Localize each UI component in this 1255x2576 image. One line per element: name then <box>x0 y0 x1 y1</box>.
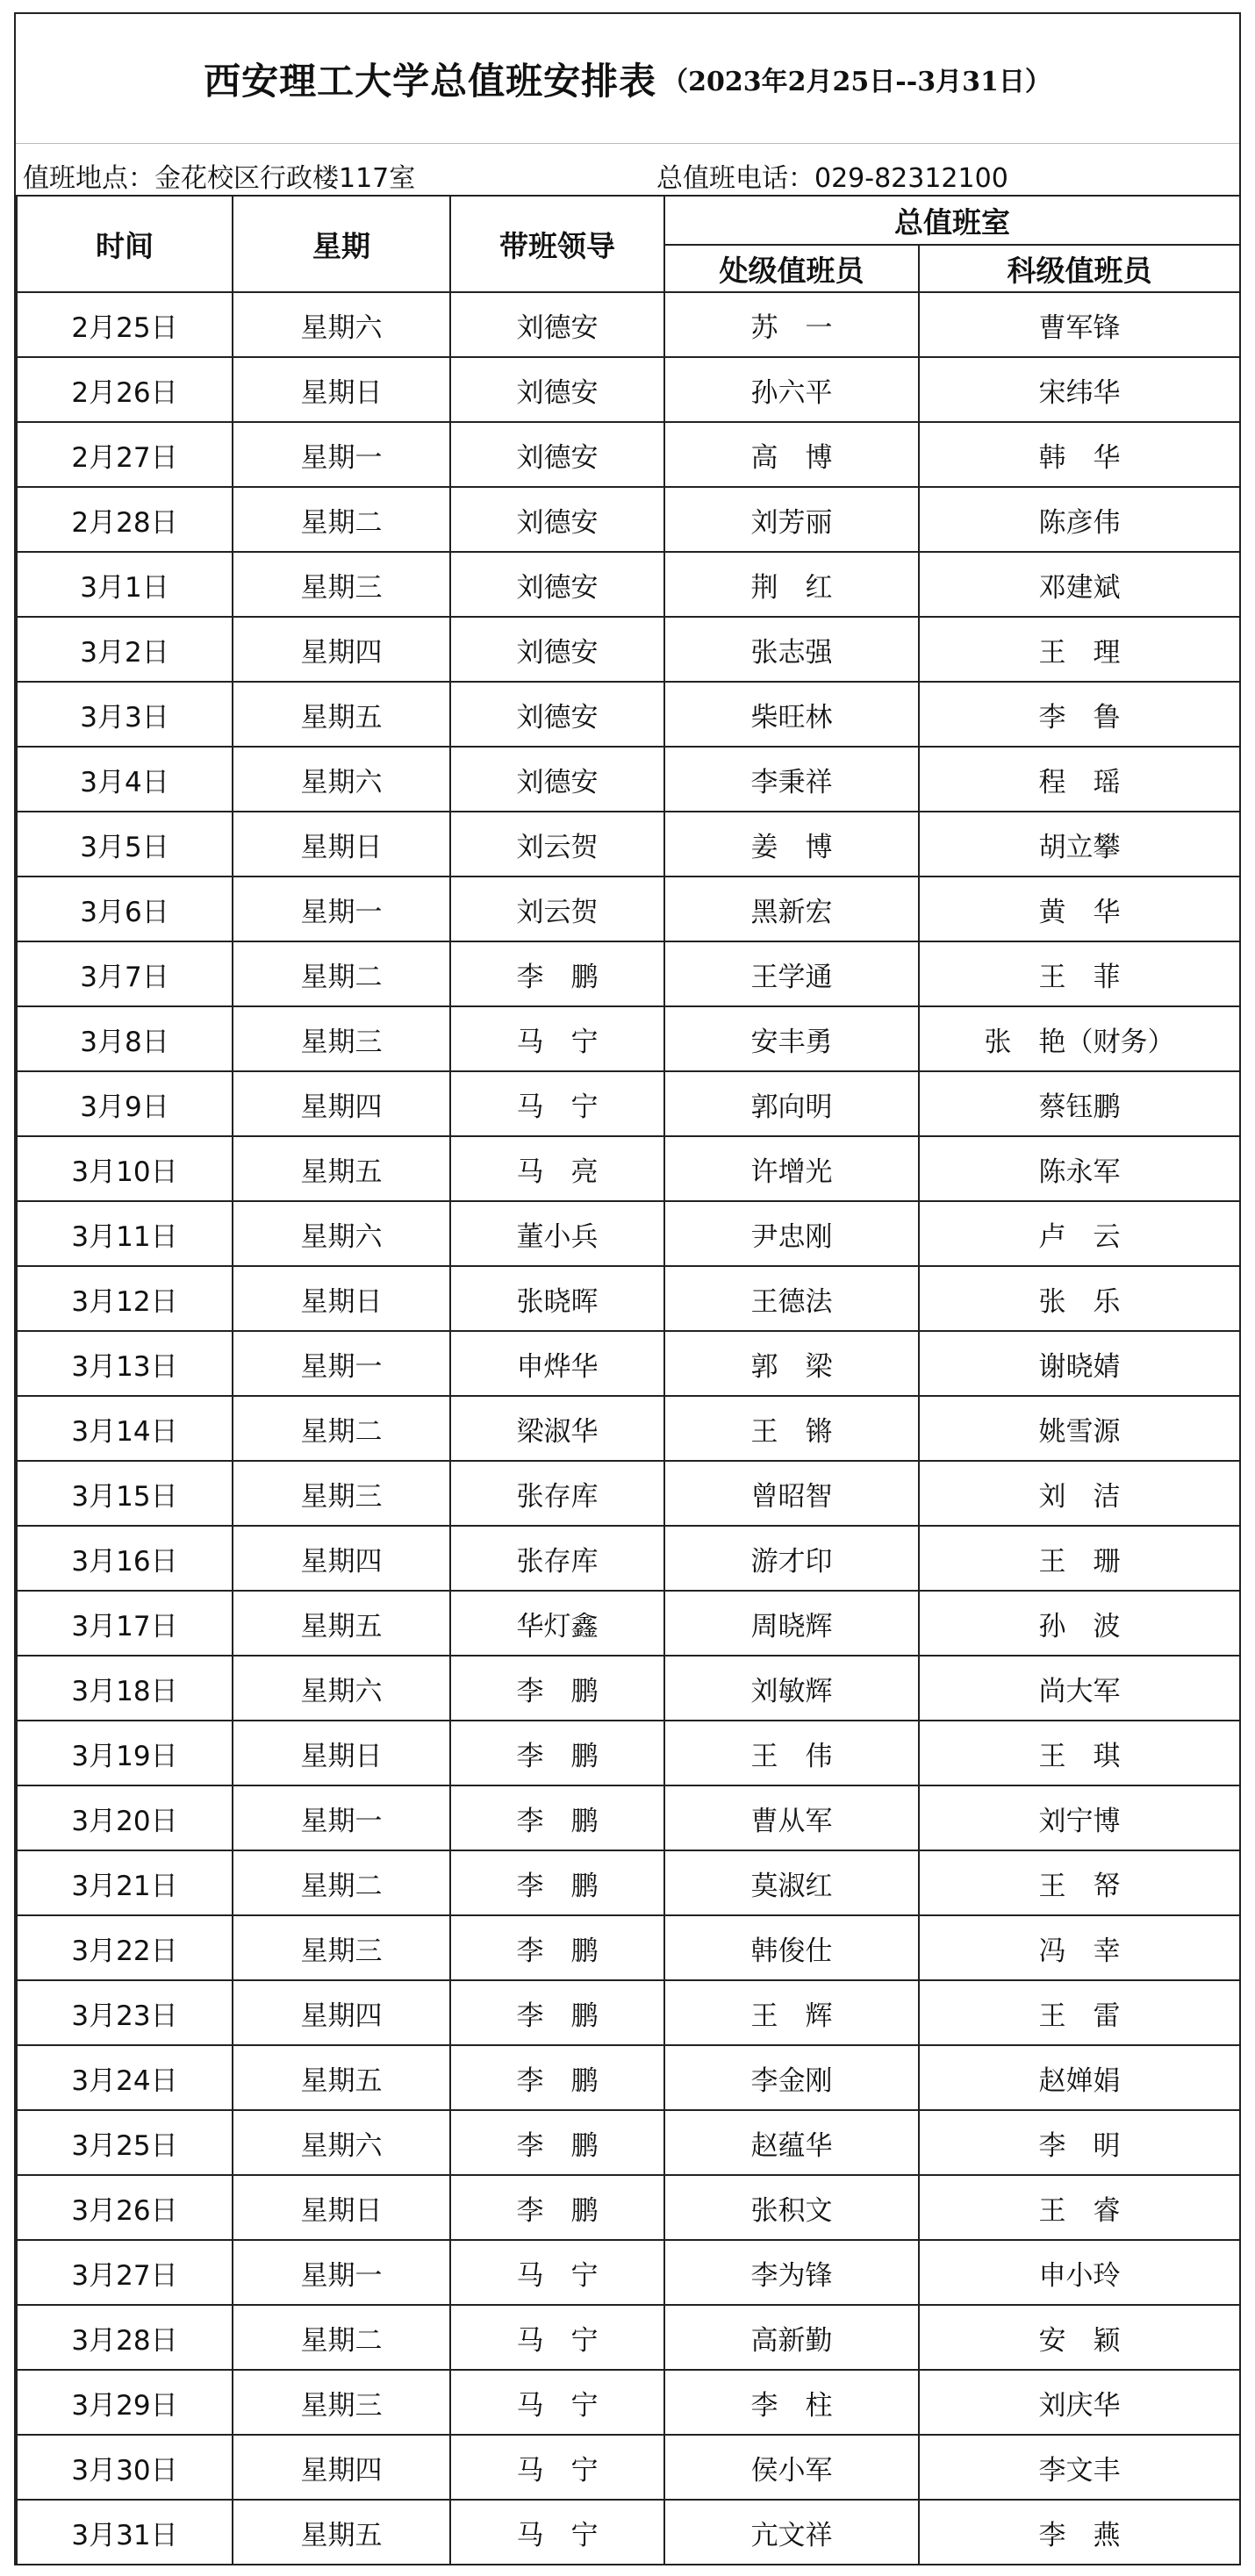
cell-date: 3月18日 <box>17 1656 233 1721</box>
cell-date: 3月20日 <box>17 1785 233 1850</box>
cell-section-staff: 冯 幸 <box>919 1915 1240 1980</box>
cell-section-staff: 安 颖 <box>919 2305 1240 2370</box>
cell-leader: 刘德安 <box>450 682 664 747</box>
header-duty-office: 总值班室 <box>664 196 1240 245</box>
cell-weekday: 星期五 <box>233 1136 450 1201</box>
table-row <box>17 2175 1240 2240</box>
cell-date: 3月11日 <box>17 1201 233 1266</box>
cell-section-staff: 卢 云 <box>919 1201 1240 1266</box>
cell-division-staff: 莫淑红 <box>664 1850 919 1915</box>
cell-section-staff: 尚大军 <box>919 1656 1240 1721</box>
cell-division-staff: 李为锋 <box>664 2240 919 2305</box>
table-body <box>17 292 1240 2565</box>
cell-division-staff: 赵蕴华 <box>664 2110 919 2175</box>
cell-division-staff: 柴旺林 <box>664 682 919 747</box>
cell-division-staff: 周晓辉 <box>664 1591 919 1656</box>
cell-leader: 刘云贺 <box>450 877 664 941</box>
cell-leader: 董小兵 <box>450 1201 664 1266</box>
duty-table <box>16 195 1241 2565</box>
cell-date: 3月31日 <box>17 2500 233 2565</box>
cell-division-staff: 亢文祥 <box>664 2500 919 2565</box>
cell-division-staff: 黑新宏 <box>664 877 919 941</box>
cell-leader: 马 宁 <box>450 1071 664 1136</box>
cell-division-staff: 曾昭智 <box>664 1461 919 1526</box>
table-row <box>17 617 1240 682</box>
cell-division-staff: 苏 一 <box>664 292 919 357</box>
table-row <box>17 1591 1240 1656</box>
cell-leader: 刘德安 <box>450 552 664 617</box>
cell-date: 3月16日 <box>17 1526 233 1591</box>
cell-date: 3月30日 <box>17 2435 233 2500</box>
cell-weekday: 星期二 <box>233 1850 450 1915</box>
cell-weekday: 星期二 <box>233 941 450 1006</box>
cell-leader: 刘德安 <box>450 747 664 812</box>
cell-weekday: 星期日 <box>233 812 450 877</box>
cell-leader: 李 鹏 <box>450 1656 664 1721</box>
cell-section-staff: 王 珊 <box>919 1526 1240 1591</box>
cell-date: 3月29日 <box>17 2370 233 2435</box>
cell-date: 3月15日 <box>17 1461 233 1526</box>
cell-leader: 马 亮 <box>450 1136 664 1201</box>
table-row <box>17 2045 1240 2110</box>
cell-weekday: 星期五 <box>233 682 450 747</box>
cell-section-staff: 李 明 <box>919 2110 1240 2175</box>
cell-weekday: 星期三 <box>233 552 450 617</box>
header-date: 时间 <box>17 196 233 292</box>
cell-leader: 刘德安 <box>450 487 664 552</box>
table-row <box>17 487 1240 552</box>
table-row <box>17 1071 1240 1136</box>
cell-date: 3月10日 <box>17 1136 233 1201</box>
table-row <box>17 682 1240 747</box>
table-row <box>17 357 1240 422</box>
cell-section-staff: 张 乐 <box>919 1266 1240 1331</box>
cell-date: 3月23日 <box>17 1980 233 2045</box>
cell-leader: 李 鹏 <box>450 2175 664 2240</box>
cell-date: 3月2日 <box>17 617 233 682</box>
cell-weekday: 星期四 <box>233 1526 450 1591</box>
table-row <box>17 2435 1240 2500</box>
cell-section-staff: 曹军锋 <box>919 292 1240 357</box>
cell-section-staff: 李文丰 <box>919 2435 1240 2500</box>
table-row <box>17 1331 1240 1396</box>
cell-date: 3月5日 <box>17 812 233 877</box>
cell-division-staff: 刘敏辉 <box>664 1656 919 1721</box>
cell-division-staff: 韩俊仕 <box>664 1915 919 1980</box>
cell-division-staff: 王学通 <box>664 941 919 1006</box>
duty-schedule-sheet <box>14 12 1241 2565</box>
cell-section-staff: 赵婵娟 <box>919 2045 1240 2110</box>
table-row <box>17 2110 1240 2175</box>
cell-leader: 华灯鑫 <box>450 1591 664 1656</box>
header-division-staff: 处级值班员 <box>664 245 919 292</box>
cell-section-staff: 申小玲 <box>919 2240 1240 2305</box>
cell-weekday: 星期三 <box>233 1461 450 1526</box>
cell-section-staff: 张 艳（财务） <box>919 1006 1240 1071</box>
cell-section-staff: 李 鲁 <box>919 682 1240 747</box>
cell-date: 3月27日 <box>17 2240 233 2305</box>
cell-weekday: 星期日 <box>233 1721 450 1785</box>
cell-leader: 马 宁 <box>450 1006 664 1071</box>
table-row <box>17 2305 1240 2370</box>
cell-division-staff: 高新勤 <box>664 2305 919 2370</box>
cell-date: 3月17日 <box>17 1591 233 1656</box>
cell-section-staff: 韩 华 <box>919 422 1240 487</box>
table-row <box>17 877 1240 941</box>
cell-division-staff: 李金刚 <box>664 2045 919 2110</box>
table-row <box>17 941 1240 1006</box>
cell-division-staff: 安丰勇 <box>664 1006 919 1071</box>
cell-date: 3月19日 <box>17 1721 233 1785</box>
cell-weekday: 星期四 <box>233 2435 450 2500</box>
cell-weekday: 星期一 <box>233 1785 450 1850</box>
cell-section-staff: 陈永军 <box>919 1136 1240 1201</box>
cell-leader: 李 鹏 <box>450 1915 664 1980</box>
cell-date: 3月28日 <box>17 2305 233 2370</box>
cell-division-staff: 张积文 <box>664 2175 919 2240</box>
cell-section-staff: 王 帑 <box>919 1850 1240 1915</box>
cell-division-staff: 高 博 <box>664 422 919 487</box>
cell-leader: 刘云贺 <box>450 812 664 877</box>
table-row <box>17 1461 1240 1526</box>
cell-section-staff: 李 燕 <box>919 2500 1240 2565</box>
cell-division-staff: 尹忠刚 <box>664 1201 919 1266</box>
table-row <box>17 1006 1240 1071</box>
cell-weekday: 星期一 <box>233 1331 450 1396</box>
table-row <box>17 812 1240 877</box>
table-row <box>17 1266 1240 1331</box>
cell-section-staff: 王 睿 <box>919 2175 1240 2240</box>
cell-section-staff: 陈彦伟 <box>919 487 1240 552</box>
cell-weekday: 星期四 <box>233 1071 450 1136</box>
cell-leader: 刘德安 <box>450 292 664 357</box>
cell-section-staff: 程 瑶 <box>919 747 1240 812</box>
cell-leader: 张存库 <box>450 1461 664 1526</box>
cell-weekday: 星期三 <box>233 1006 450 1071</box>
cell-weekday: 星期六 <box>233 1656 450 1721</box>
cell-weekday: 星期六 <box>233 292 450 357</box>
cell-section-staff: 刘宁博 <box>919 1785 1240 1850</box>
cell-weekday: 星期四 <box>233 1980 450 2045</box>
cell-division-staff: 王 辉 <box>664 1980 919 2045</box>
table-row <box>17 1980 1240 2045</box>
header-leader: 带班领导 <box>450 196 664 292</box>
cell-weekday: 星期五 <box>233 2045 450 2110</box>
cell-section-staff: 宋纬华 <box>919 357 1240 422</box>
cell-leader: 马 宁 <box>450 2240 664 2305</box>
cell-leader: 马 宁 <box>450 2435 664 2500</box>
table-row <box>17 1785 1240 1850</box>
cell-section-staff: 王 琪 <box>919 1721 1240 1785</box>
cell-division-staff: 曹从军 <box>664 1785 919 1850</box>
cell-division-staff: 荆 红 <box>664 552 919 617</box>
cell-date: 2月27日 <box>17 422 233 487</box>
cell-leader: 李 鹏 <box>450 941 664 1006</box>
table-header-row <box>17 196 1240 245</box>
cell-division-staff: 王 伟 <box>664 1721 919 1785</box>
cell-leader: 李 鹏 <box>450 1850 664 1915</box>
cell-division-staff: 游才印 <box>664 1526 919 1591</box>
cell-section-staff: 谢晓婧 <box>919 1331 1240 1396</box>
cell-weekday: 星期五 <box>233 2500 450 2565</box>
cell-weekday: 星期一 <box>233 877 450 941</box>
cell-section-staff: 邓建斌 <box>919 552 1240 617</box>
cell-weekday: 星期二 <box>233 1396 450 1461</box>
cell-date: 3月22日 <box>17 1915 233 1980</box>
cell-date: 2月26日 <box>17 357 233 422</box>
cell-weekday: 星期日 <box>233 2175 450 2240</box>
cell-section-staff: 刘庆华 <box>919 2370 1240 2435</box>
cell-section-staff: 胡立攀 <box>919 812 1240 877</box>
cell-leader: 刘德安 <box>450 617 664 682</box>
cell-date: 3月26日 <box>17 2175 233 2240</box>
cell-division-staff: 张志强 <box>664 617 919 682</box>
cell-division-staff: 李 柱 <box>664 2370 919 2435</box>
cell-date: 3月1日 <box>17 552 233 617</box>
cell-leader: 马 宁 <box>450 2500 664 2565</box>
cell-weekday: 星期五 <box>233 1591 450 1656</box>
cell-date: 3月7日 <box>17 941 233 1006</box>
table-row <box>17 1526 1240 1591</box>
cell-division-staff: 王 锵 <box>664 1396 919 1461</box>
cell-division-staff: 侯小军 <box>664 2435 919 2500</box>
cell-date: 3月9日 <box>17 1071 233 1136</box>
cell-date: 3月4日 <box>17 747 233 812</box>
table-row <box>17 552 1240 617</box>
cell-leader: 马 宁 <box>450 2370 664 2435</box>
table-row <box>17 1201 1240 1266</box>
cell-date: 3月3日 <box>17 682 233 747</box>
cell-weekday: 星期一 <box>233 2240 450 2305</box>
table-row <box>17 292 1240 357</box>
cell-section-staff: 王 理 <box>919 617 1240 682</box>
cell-weekday: 星期二 <box>233 2305 450 2370</box>
cell-date: 3月24日 <box>17 2045 233 2110</box>
cell-weekday: 星期六 <box>233 747 450 812</box>
cell-date: 3月21日 <box>17 1850 233 1915</box>
header-weekday: 星期 <box>233 196 450 292</box>
cell-section-staff: 王 菲 <box>919 941 1240 1006</box>
cell-date: 3月25日 <box>17 2110 233 2175</box>
cell-division-staff: 李秉祥 <box>664 747 919 812</box>
cell-date: 3月6日 <box>17 877 233 941</box>
cell-section-staff: 王 雷 <box>919 1980 1240 2045</box>
table-row <box>17 1656 1240 1721</box>
cell-leader: 李 鹏 <box>450 2045 664 2110</box>
table-row <box>17 422 1240 487</box>
cell-leader: 申烨华 <box>450 1331 664 1396</box>
duty-phone: 总值班电话：029-82312100 <box>656 163 1008 194</box>
cell-leader: 李 鹏 <box>450 1980 664 2045</box>
cell-leader: 马 宁 <box>450 2305 664 2370</box>
cell-date: 3月8日 <box>17 1006 233 1071</box>
cell-weekday: 星期一 <box>233 422 450 487</box>
cell-date: 3月13日 <box>17 1331 233 1396</box>
cell-section-staff: 孙 波 <box>919 1591 1240 1656</box>
cell-section-staff: 刘 洁 <box>919 1461 1240 1526</box>
cell-division-staff: 王德法 <box>664 1266 919 1331</box>
cell-division-staff: 姜 博 <box>664 812 919 877</box>
cell-leader: 李 鹏 <box>450 1785 664 1850</box>
table-row <box>17 1396 1240 1461</box>
cell-weekday: 星期三 <box>233 2370 450 2435</box>
cell-leader: 李 鹏 <box>450 2110 664 2175</box>
table-row <box>17 1850 1240 1915</box>
cell-date: 3月12日 <box>17 1266 233 1331</box>
table-row <box>17 1136 1240 1201</box>
cell-weekday: 星期二 <box>233 487 450 552</box>
cell-weekday: 星期三 <box>233 1915 450 1980</box>
cell-leader: 张晓晖 <box>450 1266 664 1331</box>
cell-division-staff: 孙六平 <box>664 357 919 422</box>
cell-weekday: 星期四 <box>233 617 450 682</box>
cell-division-staff: 郭 梁 <box>664 1331 919 1396</box>
cell-leader: 张存库 <box>450 1526 664 1591</box>
cell-weekday: 星期六 <box>233 2110 450 2175</box>
cell-leader: 刘德安 <box>450 422 664 487</box>
table-row <box>17 747 1240 812</box>
cell-section-staff: 姚雪源 <box>919 1396 1240 1461</box>
header-section-staff: 科级值班员 <box>919 245 1240 292</box>
cell-leader: 刘德安 <box>450 357 664 422</box>
table-row <box>17 2500 1240 2565</box>
table-row <box>17 1721 1240 1785</box>
title-date-range: （2023年2月25日--3月31日） <box>662 66 1051 97</box>
cell-section-staff: 黄 华 <box>919 877 1240 941</box>
cell-weekday: 星期日 <box>233 1266 450 1331</box>
duty-location: 值班地点：金花校区行政楼117室 <box>23 163 416 194</box>
table-row <box>17 1915 1240 1980</box>
cell-weekday: 星期六 <box>233 1201 450 1266</box>
cell-division-staff: 许增光 <box>664 1136 919 1201</box>
cell-division-staff: 刘芳丽 <box>664 487 919 552</box>
page-title <box>16 14 1239 144</box>
cell-leader: 梁淑华 <box>450 1396 664 1461</box>
title-main: 西安理工大学总值班安排表 <box>204 59 657 103</box>
cell-section-staff: 蔡钰鹏 <box>919 1071 1240 1136</box>
table-row <box>17 2240 1240 2305</box>
cell-weekday: 星期日 <box>233 357 450 422</box>
cell-leader: 李 鹏 <box>450 1721 664 1785</box>
cell-division-staff: 郭向明 <box>664 1071 919 1136</box>
table-row <box>17 2370 1240 2435</box>
cell-date: 2月28日 <box>17 487 233 552</box>
cell-date: 3月14日 <box>17 1396 233 1461</box>
cell-date: 2月25日 <box>17 292 233 357</box>
